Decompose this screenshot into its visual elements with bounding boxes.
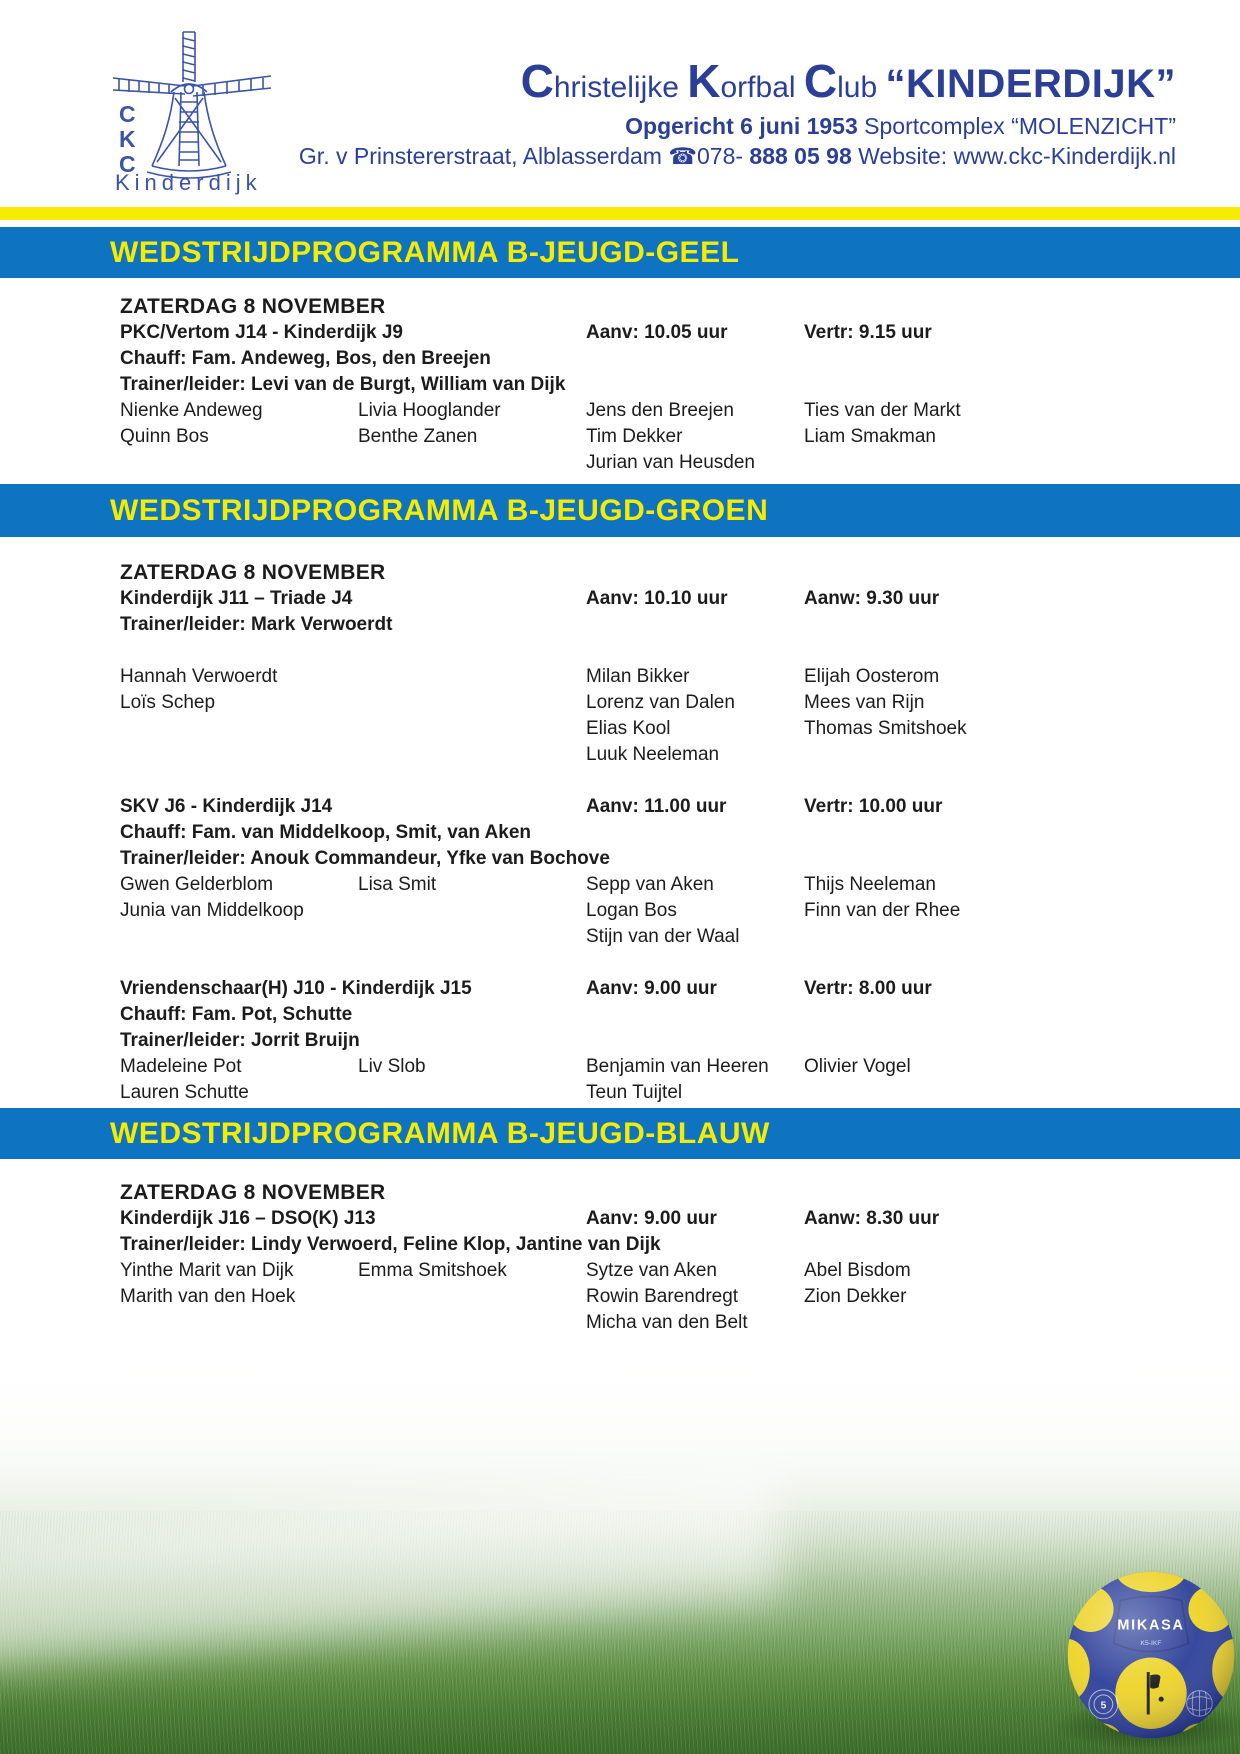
logo-letter: C: [119, 101, 136, 127]
player-name: [358, 924, 586, 950]
player-row: [120, 398, 1240, 424]
player-name: [120, 1310, 358, 1336]
white-haze: [0, 1335, 1240, 1586]
founded-date: Opgericht 6 juni 1953: [625, 113, 858, 139]
section-geel: [0, 294, 1240, 476]
date-heading: ZATERDAG 8 NOVEMBER: [120, 295, 386, 318]
club-name: “KINDERDIJK”: [885, 62, 1176, 106]
player-name: Jurian van Heusden: [586, 452, 755, 473]
match-block: [0, 586, 1240, 768]
player-name: Elias Kool: [586, 718, 671, 739]
player-name: Benthe Zanen: [358, 426, 478, 447]
phone-number: 888 05 98: [749, 143, 852, 169]
player-row: [120, 664, 1240, 690]
player-name: Mees van Rijn: [804, 692, 925, 713]
player-name: [120, 716, 358, 742]
player-name: Yinthe Marit van Dijk: [120, 1260, 294, 1281]
match-arrival-time: Aanw: 9.30 uur: [804, 588, 940, 609]
player-name: Jens den Breejen: [586, 400, 734, 421]
match-departure-time: Vertr: 10.00 uur: [804, 796, 943, 817]
player-name: Emma Smitshoek: [358, 1260, 507, 1281]
player-row: [120, 1080, 1240, 1106]
section-title: WEDSTRIJDPROGRAMMA B-JEUGD-BLAUW: [110, 1117, 770, 1150]
player-name: [358, 898, 586, 924]
player-name: [358, 1310, 586, 1336]
website-label: Website:: [858, 143, 948, 169]
player-name: [120, 450, 358, 476]
section-banner-blauw: [0, 1108, 1240, 1159]
player-name: Madeleine Pot: [120, 1056, 242, 1077]
player-name: Sepp van Aken: [586, 874, 714, 895]
trainer-line: Trainer/leider: Mark Verwoerdt: [120, 614, 393, 635]
match-header: [120, 586, 1240, 612]
player-name: Loïs Schep: [120, 692, 216, 713]
player-name: Thijs Neeleman: [804, 874, 936, 895]
player-row: [120, 1258, 1240, 1284]
section-title: WEDSTRIJDPROGRAMMA B-JEUGD-GEEL: [110, 236, 740, 269]
match-block: [0, 794, 1240, 950]
player-name: Nienke Andeweg: [120, 400, 263, 421]
player-name: Tim Dekker: [586, 426, 683, 447]
player-name: Logan Bos: [586, 900, 677, 921]
player-name: [804, 742, 1240, 768]
player-row: [120, 872, 1240, 898]
player-name: Junia van Middelkoop: [120, 900, 304, 921]
phone-icon: ☎: [668, 143, 697, 169]
player-name: Stijn van der Waal: [586, 926, 740, 947]
player-row: [120, 1054, 1240, 1080]
player-name: Abel Bisdom: [804, 1260, 911, 1281]
player-row: [120, 924, 1240, 950]
player-name: Elijah Oosterom: [804, 666, 940, 687]
player-name: Lauren Schutte: [120, 1082, 249, 1103]
player-name: Hannah Verwoerdt: [120, 666, 278, 687]
player-row: [120, 424, 1240, 450]
player-name: [358, 690, 586, 716]
yellow-divider-bar: [0, 207, 1240, 220]
section-banner-geel: [0, 227, 1240, 278]
player-name: Luuk Neeleman: [586, 744, 720, 765]
chauffeur-line: Chauff: Fam. Andeweg, Bos, den Breejen: [120, 348, 491, 369]
player-name: Marith van den Hoek: [120, 1286, 296, 1307]
player-name: [358, 742, 586, 768]
date-heading: ZATERDAG 8 NOVEMBER: [120, 1181, 386, 1204]
player-name: [120, 924, 358, 950]
player-name: Gwen Gelderblom: [120, 874, 274, 895]
player-name: Livia Hooglander: [358, 400, 501, 421]
title-initial: K: [687, 55, 721, 107]
website-url: www.ckc-Kinderdijk.nl: [953, 143, 1176, 169]
match-block: [0, 1206, 1240, 1336]
match-header: [120, 976, 1240, 1002]
match-departure-time: Vertr: 9.15 uur: [804, 322, 932, 343]
section-title: WEDSTRIJDPROGRAMMA B-JEUGD-GROEN: [110, 494, 769, 527]
match-teams: Kinderdijk J11 – Triade J4: [120, 588, 353, 609]
match-teams: Vriendenschaar(H) J10 - Kinderdijk J15: [120, 978, 472, 999]
player-name: Benjamin van Heeren: [586, 1056, 769, 1077]
player-name: [804, 1080, 1240, 1106]
address-line: [299, 143, 1176, 170]
section-groen: [0, 560, 1240, 1106]
founded-line: [299, 113, 1176, 140]
player-name: Lisa Smit: [358, 874, 437, 895]
chauffeur-line: Chauff: Fam. Pot, Schutte: [120, 1004, 353, 1025]
match-start-time: Aanv: 10.05 uur: [586, 322, 728, 343]
match-departure-time: Vertr: 8.00 uur: [804, 978, 932, 999]
player-name: Liam Smakman: [804, 426, 936, 447]
blank-line: [0, 950, 1240, 976]
player-name: [358, 664, 586, 690]
player-name: [358, 450, 586, 476]
trainer-line: Trainer/leider: Anouk Commandeur, Yfke van Bochove: [120, 848, 610, 869]
chauffeur-line: Chauff: Fam. van Middelkoop, Smit, van Aken: [120, 822, 532, 843]
player-name: Olivier Vogel: [804, 1056, 911, 1077]
title-initial: C: [803, 55, 838, 107]
match-teams: SKV J6 - Kinderdijk J14: [120, 796, 333, 817]
player-row: [120, 742, 1240, 768]
street-address: Gr. v Prinstererstraat, Alblasserdam: [298, 143, 662, 169]
match-header: [120, 320, 1240, 346]
match-start-time: Aanv: 10.10 uur: [586, 588, 728, 609]
match-header: [120, 794, 1240, 820]
title-word: orfbal: [720, 71, 796, 104]
logo-acronym: [119, 102, 136, 176]
match-start-time: Aanv: 11.00 uur: [586, 796, 727, 817]
player-name: [804, 924, 1240, 950]
title-initial: C: [520, 55, 554, 107]
match-start-time: Aanv: 9.00 uur: [586, 1208, 717, 1229]
logo-letter: K: [119, 126, 136, 152]
player-row: [120, 1310, 1240, 1336]
title-word: lub: [837, 71, 878, 104]
blank-line: [0, 768, 1240, 794]
player-row: [120, 690, 1240, 716]
player-row: [120, 716, 1240, 742]
club-logo: [95, 26, 305, 201]
match-teams: Kinderdijk J16 – DSO(K) J13: [120, 1208, 376, 1229]
player-name: Finn van der Rhee: [804, 900, 961, 921]
date-heading: ZATERDAG 8 NOVEMBER: [120, 561, 386, 584]
player-name: Micha van den Belt: [586, 1312, 748, 1333]
player-name: Teun Tuijtel: [586, 1082, 683, 1103]
title-word: hristelijke: [553, 71, 679, 104]
player-name: [358, 1284, 586, 1310]
match-header: [120, 1206, 1240, 1232]
match-block: [0, 976, 1240, 1106]
player-name: Lorenz van Dalen: [586, 692, 735, 713]
trainer-line: Trainer/leider: Lindy Verwoerd, Feline Klop, Jantine van Dijk: [120, 1234, 661, 1255]
player-name: Zion Dekker: [804, 1286, 907, 1307]
player-name: [804, 450, 1240, 476]
section-blauw: [0, 1180, 1240, 1336]
club-header: [298, 55, 1176, 170]
player-row: [120, 450, 1240, 476]
sport-complex: Sportcomplex “MOLENZICHT”: [864, 113, 1176, 139]
player-name: Rowin Barendregt: [586, 1286, 739, 1307]
player-name: Quinn Bos: [120, 426, 209, 447]
match-teams: PKC/Vertom J14 - Kinderdijk J9: [120, 322, 403, 343]
blank-line: [0, 638, 1240, 664]
club-title: [299, 55, 1176, 111]
player-name: Ties van der Markt: [804, 400, 961, 421]
player-name: Sytze van Aken: [586, 1260, 717, 1281]
player-row: [120, 1284, 1240, 1310]
player-name: [120, 742, 358, 768]
match-start-time: Aanv: 9.00 uur: [586, 978, 717, 999]
player-row: [120, 898, 1240, 924]
logo-letter: C: [119, 151, 136, 177]
player-name: Liv Slob: [358, 1056, 426, 1077]
player-name: [804, 1310, 1240, 1336]
trainer-line: Trainer/leider: Levi van de Burgt, William van Dijk: [120, 374, 566, 395]
korfball-icon: [1066, 1570, 1236, 1740]
section-banner-groen: [0, 484, 1240, 537]
player-name: [358, 716, 586, 742]
player-name: [358, 1080, 586, 1106]
match-block: [0, 320, 1240, 476]
logo-name: Kinderdijk: [115, 170, 262, 195]
phone-prefix: 078-: [696, 143, 744, 169]
player-name: Milan Bikker: [586, 666, 690, 687]
grass-field-image: [0, 1335, 1240, 1754]
player-name: Thomas Smitshoek: [804, 718, 967, 739]
trainer-line: Trainer/leider: Jorrit Bruijn: [120, 1030, 360, 1051]
match-arrival-time: Aanw: 8.30 uur: [804, 1208, 940, 1229]
